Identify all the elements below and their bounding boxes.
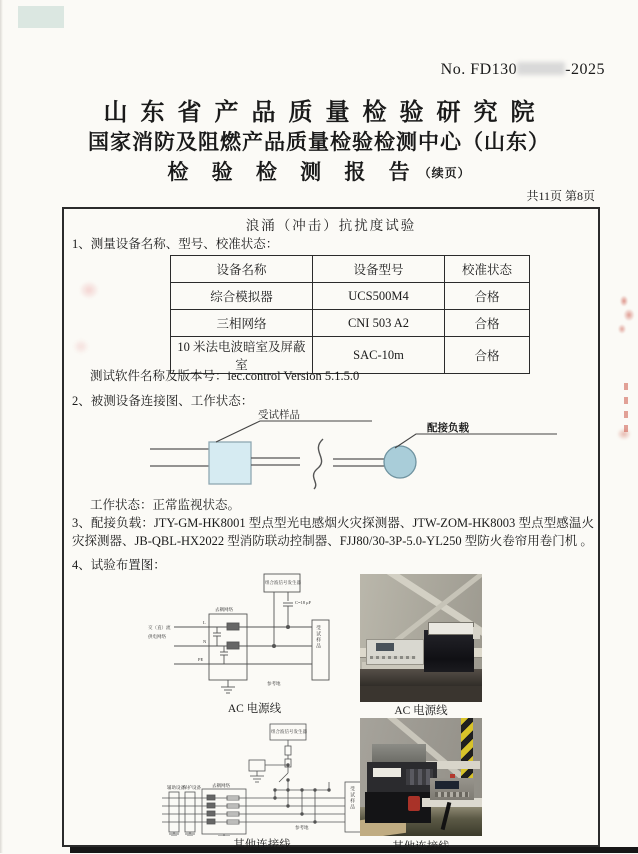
circuit2-caption: 其他连接线 <box>233 839 291 851</box>
report-title: 检 验 检 测 报 告（续页） <box>167 160 471 184</box>
table-header-cell: 校准状态 <box>445 256 530 283</box>
protect-label: 保护设备 <box>183 785 202 790</box>
aux-label: 辅助设备 <box>167 785 186 790</box>
circuit-diagram-ac <box>147 570 362 700</box>
table-cell: 合格 <box>445 310 530 337</box>
supply-label-2: 供电网络 <box>148 634 167 639</box>
photo-console-buttons <box>435 792 469 797</box>
report-number-suffix: -2025 <box>565 61 605 78</box>
circuit1-caption: AC 电源线 <box>227 703 282 715</box>
table-cell: SAC-10m <box>313 337 445 374</box>
photo-ac-power-line <box>360 574 482 702</box>
load-leader-line <box>395 434 557 448</box>
table-header-cell: 设备名称 <box>171 256 313 283</box>
photo-console-screen <box>435 781 459 789</box>
page-indicator: 共11页 第8页 <box>526 189 595 203</box>
photo-instrument-knobs <box>406 769 433 785</box>
decoupling-label: 去耦网络 <box>215 607 234 612</box>
redaction-box <box>517 62 565 75</box>
report-number <box>0 61 605 79</box>
line-pe-label: PE <box>198 657 204 662</box>
ground-symbol <box>221 680 235 693</box>
photo-control-panel-device <box>366 639 424 665</box>
reference-ground-label: 参考地 <box>267 681 281 686</box>
center-title: 国家消防及阻燃产品质量检验检测中心（山东） <box>88 130 550 154</box>
connection-diagram <box>150 409 572 494</box>
load-circle <box>384 446 416 478</box>
table-cell: CNI 503 A2 <box>313 310 445 337</box>
report-number-prefix: No. FD130 <box>440 61 518 78</box>
scan-artifact-corner <box>18 6 64 28</box>
eut-vertical-label: 受试样品 <box>315 625 322 650</box>
content-box <box>62 207 600 853</box>
generator-label: 组合波信号发生器 <box>271 729 308 734</box>
table-header-row <box>171 256 530 283</box>
line-l-label: L <box>203 620 206 625</box>
capacitor-label: C=18 μF <box>295 600 312 605</box>
cable-break-symbol <box>314 439 323 489</box>
item2-heading: 2、被测设备连接图、工作状态： <box>72 394 254 408</box>
photo-gray-box <box>372 744 426 762</box>
seal-fragment-right-1 <box>615 293 637 337</box>
load-list-paragraph: 3、配接负载：JTY-GM-HK8001 型点型光电感烟火灾探测器、JTW-ZOM-HK8003 型点型感温火灾探测器、JB-QBL-HX2022 型消防联动控制器、FJJ80/30-3P-5.0-YL250 型防火卷帘用卷门机 。 <box>72 516 594 548</box>
cdn-label: 去耦网络 <box>212 783 231 788</box>
item4-heading: 4、试验布置图： <box>72 558 166 572</box>
photo-lower-black-box <box>365 792 431 823</box>
reference-ground-label: 参考地 <box>295 825 309 830</box>
test-name-heading: 浪涌（冲击）抗扰度试验 <box>245 218 417 233</box>
sample-label: 受试样品 <box>258 410 300 421</box>
seal-fragment-right-3 <box>617 428 631 440</box>
eut-block <box>209 442 251 484</box>
software-version-line: 测试软件名称及版本号：iec.control Version 5.1.5.0 <box>90 369 360 383</box>
table-header-cell: 设备型号 <box>313 256 445 283</box>
org-title: 山东省产品质量检验研究院 <box>103 100 548 126</box>
table-cell: 10 米法电波暗室及屏蔽室 <box>171 337 313 374</box>
table-row <box>171 310 530 337</box>
table-cell: 综合模拟器 <box>171 283 313 310</box>
table-cell: 合格 <box>445 337 530 374</box>
photo1-caption: AC 电源线 <box>394 705 448 717</box>
photo2-caption: 其他连接线 <box>392 841 450 853</box>
photo-instrument-display <box>373 768 401 777</box>
photo-device-buttons <box>370 656 416 659</box>
eut-vertical-label: 受试样品 <box>349 786 356 811</box>
table-row <box>171 283 530 310</box>
sample-leader-line <box>216 421 372 442</box>
report-title-suffix: （续页） <box>418 166 471 180</box>
supply-label-1: 交（直）流 <box>148 625 171 630</box>
generator-label: 组合波信号发生器 <box>265 580 302 585</box>
item1-heading: 1、测量设备名称、型号、校准状态： <box>72 237 279 251</box>
photo-device-screen <box>376 643 394 651</box>
photo-wall-socket <box>473 627 480 639</box>
table-cell: 合格 <box>445 283 530 310</box>
circuit-diagram-other-lines <box>157 718 367 836</box>
work-state-line: 工作状态：正常监视状态。 <box>90 498 241 512</box>
load-label: 配接负载 <box>427 423 469 434</box>
table-cell: UCS500M4 <box>313 283 445 310</box>
equipment-table <box>170 255 530 374</box>
photo-red-connector <box>408 796 420 811</box>
line-n-label: N <box>203 639 207 644</box>
photo-floor <box>360 686 482 702</box>
photo-other-lines <box>360 718 482 836</box>
photo-instrument-panel <box>428 622 474 635</box>
table-cell: 三相网络 <box>171 310 313 337</box>
photo-black-instrument <box>424 630 474 672</box>
